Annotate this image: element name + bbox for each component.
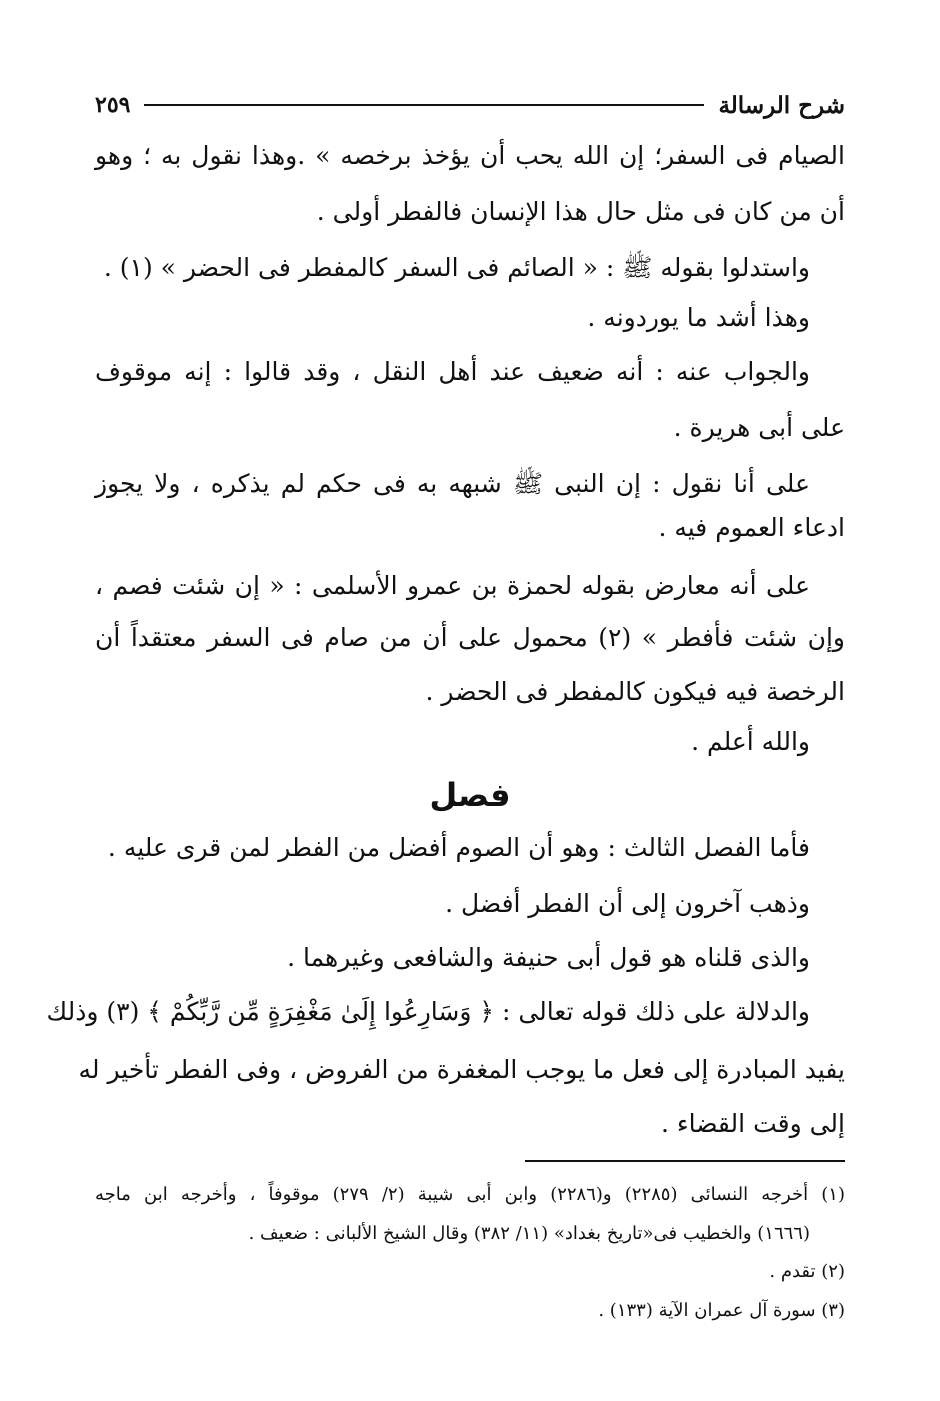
text-line: واستدلوا بقوله ﷺ : « الصائم فى السفر كالمفطر فى الحضر » (١) . — [103, 253, 810, 282]
text-line: والدلالة على ذلك قوله تعالى : ﴿ وَسَارِعُوا إِلَىٰ مَغْفِرَةٍ مِّن رَّبِّكُمْ ﴾ (٣) وذلك — [46, 997, 810, 1026]
text-line: وهذا أشد ما يوردونه . — [587, 303, 810, 332]
running-header — [95, 85, 845, 125]
text-line: يفيد المبادرة إلى فعل ما يوجب المغفرة من الفروض ، وفى الفطر تأخير له — [78, 1055, 845, 1084]
running-title: شرح الرسالة — [718, 91, 845, 119]
header-rule — [144, 104, 704, 106]
text-line: على أنه معارض بقوله لحمزة بن عمرو الأسلمى : « إن شئت فصم ، — [95, 571, 810, 600]
text-line: فأما الفصل الثالث : وهو أن الصوم أفضل من الفطر لمن قرى عليه . — [107, 833, 810, 862]
text-line: وإن شئت فأفطر » (٢) محمول على أن من صام فى السفر معتقداً أن — [95, 623, 846, 652]
footnote-rule — [525, 1160, 845, 1162]
text-line: والجواب عنه : أنه ضعيف عند أهل النقل ، وقد قالوا : إنه موقوف — [95, 357, 810, 386]
text-line: ادعاء العموم فيه . — [658, 513, 845, 542]
text-line: الرخصة فيه فيكون كالمفطر فى الحضر . — [425, 677, 845, 706]
page-number: ٢٥٩ — [95, 92, 131, 118]
footnote-line: (١) أخرجه النسائى (٢٢٨٥) و(٢٢٨٦) وابن أبى شيبة (٢/ ٢٧٩) موقوفاً ، وأخرجه ابن ماجه — [95, 1184, 845, 1205]
footnote-line: (٣) سورة آل عمران الآية (١٣٣) . — [598, 1300, 845, 1321]
text-line: على أنا نقول : إن النبى ﷺ شبهه به فى حكم لم يذكره ، ولا يجوز — [95, 469, 810, 498]
text-line: والذى قلناه هو قول أبى حنيفة والشافعى وغيرهما . — [287, 943, 810, 972]
section-heading: فصل — [429, 776, 511, 814]
footnote-line: (٢) تقدم . — [769, 1261, 845, 1282]
footnote-line: (١٦٦٦) والخطيب فى«تاريخ بغداد» (١١/ ٣٨٢) وقال الشيخ الألبانى : ضعيف . — [248, 1223, 810, 1244]
text-line: على أبى هريرة . — [673, 413, 845, 442]
text-line: الصيام فى السفر؛ إن الله يحب أن يؤخذ برخصه » .وهذا نقول به ؛ وهو — [95, 141, 845, 170]
text-line: أن من كان فى مثل حال هذا الإنسان فالفطر أولى . — [316, 197, 845, 226]
text-line: وذهب آخرون إلى أن الفطر أفضل . — [445, 889, 810, 918]
text-line: إلى وقت القضاء . — [660, 1109, 845, 1138]
text-line: والله أعلم . — [691, 727, 810, 756]
